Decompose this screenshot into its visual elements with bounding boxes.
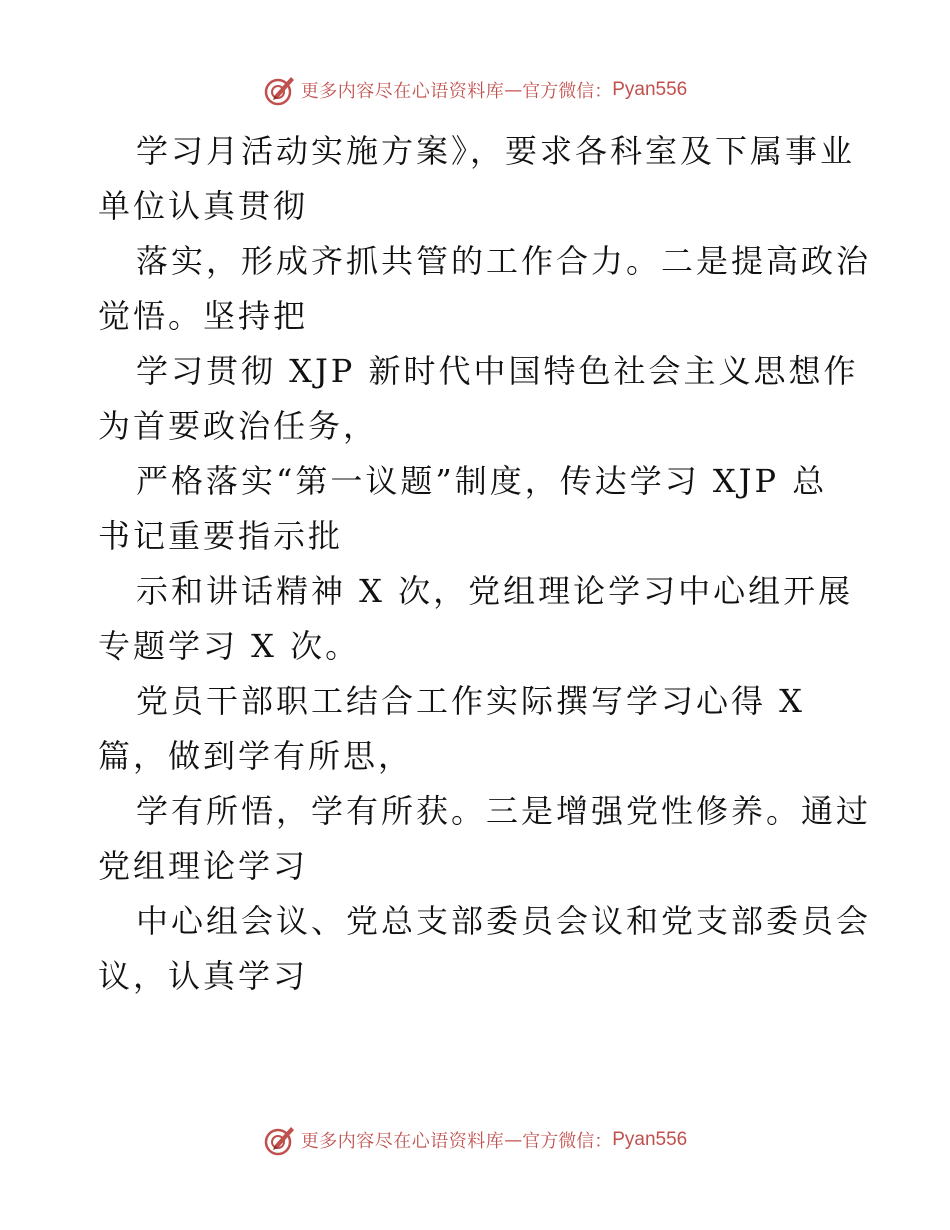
watermark-wechat-label: 官方微信： xyxy=(522,81,613,102)
text-line: 篇，做到学有所思， xyxy=(98,737,414,775)
text-line: 落实，形成齐抓共管的工作合力。二是提高政治 xyxy=(136,242,872,280)
text-line: 党组理论学习 xyxy=(98,847,309,885)
text-line: 中心组会议、党总支部委员会议和党支部委员会 xyxy=(136,902,872,940)
watermark-text: 更多内容尽在心语资料库 xyxy=(300,1131,505,1152)
text-line: 觉悟。坚持把 xyxy=(98,297,309,335)
text-line: 为首要政治任务， xyxy=(98,407,379,445)
text-line: 示和讲话精神 X 次，党组理论学习中心组开展 xyxy=(136,572,854,610)
text-line: 严格落实“第一议题”制度，传达学习 XJP 总 xyxy=(136,462,828,500)
watermark-text: 更多内容尽在心语资料库 xyxy=(300,81,505,102)
text-line: 专题学习 X 次。 xyxy=(98,627,361,665)
quill-logo-icon xyxy=(263,1123,297,1157)
header-watermark xyxy=(0,70,950,110)
watermark-wechat-label: 官方微信： xyxy=(522,1131,613,1152)
watermark-wechat-id: Pyan556 xyxy=(612,1129,688,1150)
watermark-separator: — xyxy=(504,1129,523,1151)
text-line: 议，认真学习 xyxy=(98,957,309,995)
text-line: 学有所悟，学有所获。三是增强党性修养。通过 xyxy=(136,792,872,830)
footer-watermark xyxy=(0,1120,950,1160)
watermark-wechat-id: Pyan556 xyxy=(612,79,688,100)
watermark-separator: — xyxy=(504,79,523,101)
text-line: 单位认真贯彻 xyxy=(98,187,309,225)
text-line: 学习贯彻 XJP 新时代中国特色社会主义思想作 xyxy=(136,352,859,390)
document-body xyxy=(98,124,872,1004)
quill-logo-icon xyxy=(263,73,297,107)
text-line: 党员干部职工结合工作实际撰写学习心得 X xyxy=(136,682,805,720)
text-line: 书记重要指示批 xyxy=(98,517,344,555)
text-line: 学习月活动实施方案》，要求各科室及下属事业 xyxy=(136,132,856,170)
